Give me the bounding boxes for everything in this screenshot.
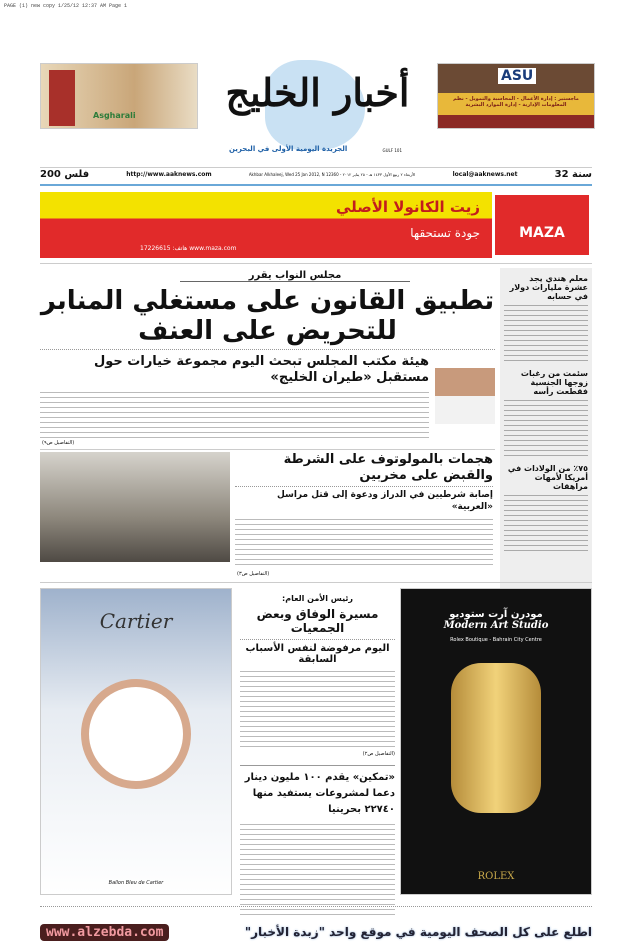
middle-details-link[interactable]: (التفاصيل ص٢) (362, 751, 395, 757)
footer-banner (40, 920, 592, 944)
print-line: PAGE (1) new copy 1/25/12 12:37 AM Page 1 (4, 3, 128, 9)
lead-subhead[interactable]: هيئة مكتب المجلس تبحث اليوم مجموعة خيارات حول مستقبل «طيران الخليج» (93, 354, 429, 385)
perfume-ad[interactable] (40, 63, 198, 129)
maza-slogan: جودة تستحقها (410, 226, 480, 240)
sidebar-headline[interactable]: سئمت من رغبات زوجها الجنسية فقطعت رأسه (520, 369, 588, 396)
newspaper-title: أخبار الخليج (225, 70, 410, 115)
middle-body-text (240, 669, 395, 751)
second-body-text (235, 517, 493, 568)
gulf-mark: GULF 101 (382, 148, 402, 153)
cartier-logo: Cartier (99, 609, 173, 633)
maza-ad[interactable] (40, 192, 592, 258)
divider (40, 582, 592, 583)
rolex-ad[interactable] (400, 588, 592, 895)
boutique-location: Rolex Boutique - Bahrain City Centre (450, 637, 542, 643)
studio-arabic-name: مودرن آرت ستوديو (449, 609, 543, 620)
header-divider (40, 184, 592, 186)
maza-logo: MAZA (492, 192, 592, 258)
lead-headline[interactable]: تطبيق القانون على مستغلي المنابر للتحريض على العنف (40, 286, 495, 346)
tamkeen-body-text (240, 822, 395, 917)
asu-programs: ماجستير : إدارة الأعمال - المحاسبة والتمويل - نظم المعلومات الإدارية - إدارة الموارد البشرية (453, 96, 579, 108)
lead-story (40, 286, 495, 438)
maza-contact: هاتف: 17226615 www.maza.com (140, 245, 237, 252)
lead-kicker: مجلس النواب يقرر (180, 270, 410, 282)
footer-message: اطلع على كل الصحف اليومية في موقع واحد "زبدة الأخبار" (244, 925, 592, 939)
article-text (504, 398, 588, 458)
watch-image (81, 679, 191, 789)
email-link[interactable]: local@aaknews.net (452, 171, 518, 178)
middle-subhead[interactable]: اليوم مرفوضة لنفس الأسباب السابقة (240, 639, 395, 665)
perfume-bottle (49, 70, 75, 126)
maza-headline: زيت الكانولا الأصلي (335, 198, 480, 216)
middle-kicker: رئيس الأمن العام: (282, 594, 353, 603)
studio-name: Modern Art Studio (443, 620, 549, 631)
issue-date: Akhbar Alkhaleej, Wed 25 Jan 2012, N 12360 - الأربعاء ٢ ربيع الأول ١٤٣٣ هـ - ٢٥ يناير ٢٠١٢ (248, 172, 416, 177)
article-text (504, 493, 588, 553)
asu-ad[interactable] (437, 63, 595, 129)
sidebar-news (500, 268, 592, 590)
divider (40, 263, 592, 264)
tagline: الجريدة اليومية الأولى في البحرين (229, 145, 348, 153)
middle-headline[interactable]: مسيرة الوفاق وبعض الجمعيات (256, 607, 379, 635)
years-badge: 32 سنة (554, 169, 592, 180)
divider (40, 449, 495, 450)
cartier-ad[interactable] (40, 588, 232, 895)
lead-details-link[interactable]: (التفاصيل ص٩) (42, 440, 75, 446)
ad-brand: Asgharali (93, 111, 136, 120)
watch-image (451, 663, 541, 813)
footer-url[interactable]: www.alzebda.com (40, 924, 169, 941)
website-link[interactable]: http://www.aaknews.com (126, 171, 212, 178)
second-details-link[interactable]: (التفاصيل ص٣) (237, 571, 270, 577)
rolex-logo: ROLEX (477, 871, 515, 882)
tamkeen-headline[interactable]: «تمكين» يقدم ١٠٠ مليون دينار دعما لمشروعات يستفيد منها ٢٢٧٤٠ بحرينيا (240, 765, 395, 818)
clashes-photo (40, 452, 230, 562)
cartier-tagline: Ballon Bleu de Cartier (108, 880, 164, 886)
sidebar-headline[interactable]: ٧٥٪ من الولادات في أمريكا لأمهات مراهقات (507, 464, 588, 491)
sidebar-headline[interactable]: معلم هندي يجد عشرة مليارات دولار في حسابه (509, 274, 588, 301)
asu-brand: ASU (498, 68, 536, 84)
second-story (235, 452, 493, 568)
masthead-logo (225, 60, 410, 155)
middle-story (240, 588, 395, 917)
divider (40, 906, 592, 907)
divider (235, 486, 493, 487)
second-headline[interactable]: هجمات بالمولوتوف على الشرطة والقبض على مخربين (283, 452, 493, 483)
lead-body-text (40, 390, 429, 438)
divider (40, 349, 495, 350)
article-text (504, 303, 588, 363)
second-subhead[interactable]: إصابة شرطيين في الدراز ودعوة إلى قتل مراسل «العربية» (276, 490, 493, 512)
info-bar (40, 167, 592, 181)
portrait-photo (435, 354, 495, 424)
price: 200 فلس (40, 169, 90, 180)
